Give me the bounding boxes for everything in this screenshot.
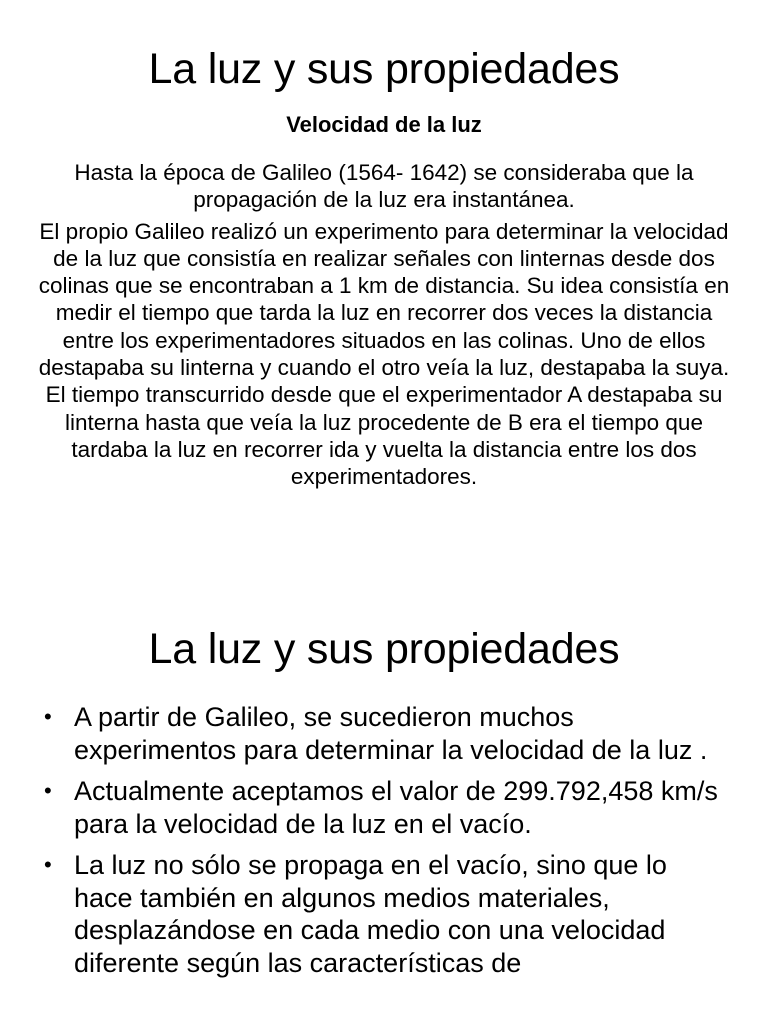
- bullet-icon: •: [44, 778, 52, 803]
- paragraph-galileo-experiment: El propio Galileo realizó un experimento para determinar la velocidad de la luz que consistía en realizar señales con linternas desde dos colinas que se encontraban a 1 km de distancia. Su idea consistía en medir el tiempo que tarda la luz en recorrer dos veces la distancia entre los experimentadores situados en las colinas. Uno de ellos destapaba su linterna y cuando el otro veía la luz, destapaba la suya. El tiempo transcurrido desde que el experimentador A destapaba su linterna hasta que veía la luz procedente de B era el tiempo que tardaba la luz en recorrer ida y vuelta la distancia entre los dos experimentadores.: [38, 218, 730, 490]
- bullet-item: [0, 701, 768, 766]
- bullet-icon: •: [44, 704, 52, 729]
- bullet-text: A partir de Galileo, se sucedieron muchos experimentos para determinar la velocidad de la luz .: [74, 702, 708, 765]
- bullet-list: [0, 701, 768, 979]
- slide-subtitle: Velocidad de la luz: [286, 112, 482, 137]
- paragraph-intro: Hasta la época de Galileo (1564- 1642) se consideraba que la propagación de la luz era instantánea.: [74, 160, 694, 213]
- slide-propiedades-bullets: [0, 585, 768, 1024]
- slide-title: La luz y sus propiedades: [148, 45, 620, 93]
- bullet-text: Actualmente aceptamos el valor de 299.792,458 km/s para la velocidad de la luz en el vacío.: [74, 776, 718, 839]
- bullet-item: [0, 775, 768, 840]
- bullet-item: [0, 849, 768, 979]
- slide-title: La luz y sus propiedades: [148, 625, 620, 673]
- bullet-text: La luz no sólo se propaga en el vacío, sino que lo hace también en algunos medios materiales, desplazándose en cada medio con una velocidad diferente según las características de: [74, 850, 667, 978]
- bullet-icon: •: [44, 852, 52, 877]
